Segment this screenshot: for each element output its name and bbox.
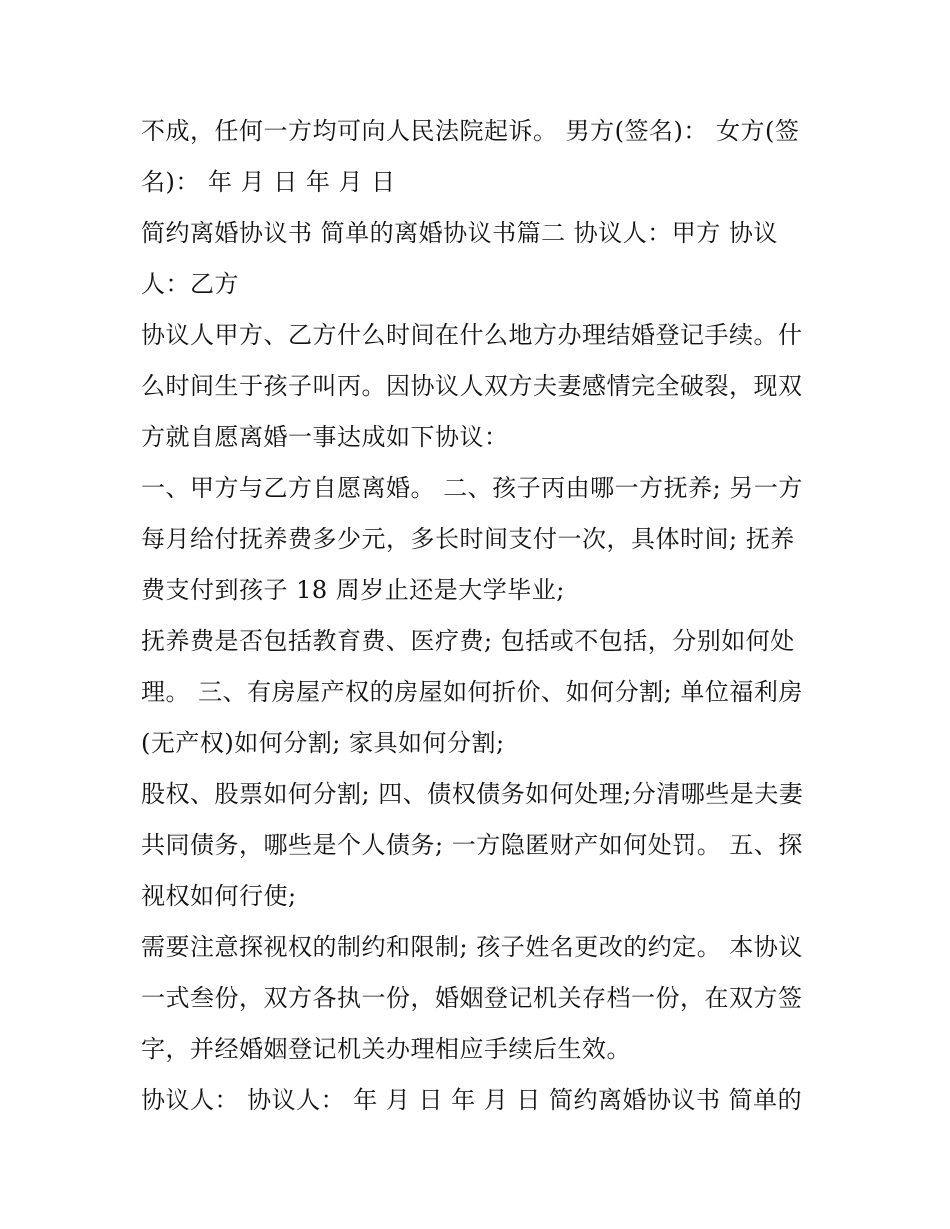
text-line: 理。 三、有房屋产权的房屋如何折价、如何分割; 单位福利房 bbox=[141, 678, 803, 706]
text-line: 共同债务，哪些是个人债务; 一方隐匿财产如何处罚。 五、探 bbox=[141, 831, 803, 859]
text-line: 不成，任何一方均可向人民法院起诉。 男方(签名)： 女方(签 bbox=[141, 117, 800, 145]
text-line: 人：乙方 bbox=[141, 270, 239, 298]
text-line: (无产权)如何分割; 家具如何分割; bbox=[141, 729, 505, 757]
text-line: 股权、股票如何分割; 四、债权债务如何处理;分清哪些是夫妻 bbox=[141, 780, 804, 808]
text-line: 么时间生于孩子叫丙。因协议人双方夫妻感情完全破裂，现双 bbox=[141, 372, 803, 400]
text-line: 协议人甲方、乙方什么时间在什么地方办理结婚登记手续。什 bbox=[141, 321, 803, 349]
text-line: 名)： 年 月 日 年 月 日 bbox=[141, 168, 396, 196]
text-line: 费支付到孩子 18 周岁止还是大学毕业; bbox=[141, 576, 565, 604]
text-line: 每月给付抚养费多少元，多长时间支付一次，具体时间; 抚养 bbox=[141, 525, 795, 553]
text-line: 字，并经婚姻登记机关办理相应手续后生效。 bbox=[141, 1035, 631, 1063]
text-line: 协议人： 协议人： 年 月 日 年 月 日 简约离婚协议书 简单的 bbox=[141, 1086, 803, 1114]
text-line: 视权如何行使; bbox=[141, 882, 297, 910]
text-line: 一式叁份，双方各执一份，婚姻登记机关存档一份，在双方签 bbox=[141, 984, 803, 1012]
document-body bbox=[141, 106, 821, 1126]
text-line: 需要注意探视权的制约和限制; 孩子姓名更改的约定。 本协议 bbox=[141, 933, 803, 961]
text-line: 抚养费是否包括教育费、医疗费; 包括或不包括，分别如何处 bbox=[141, 627, 795, 655]
text-line: 简约离婚协议书 简单的离婚协议书篇二 协议人：甲方 协议 bbox=[141, 219, 778, 247]
text-line: 一、甲方与乙方自愿离婚。 二、孩子丙由哪一方抚养; 另一方 bbox=[141, 474, 803, 502]
text-line: 方就自愿离婚一事达成如下协议： bbox=[141, 423, 509, 451]
